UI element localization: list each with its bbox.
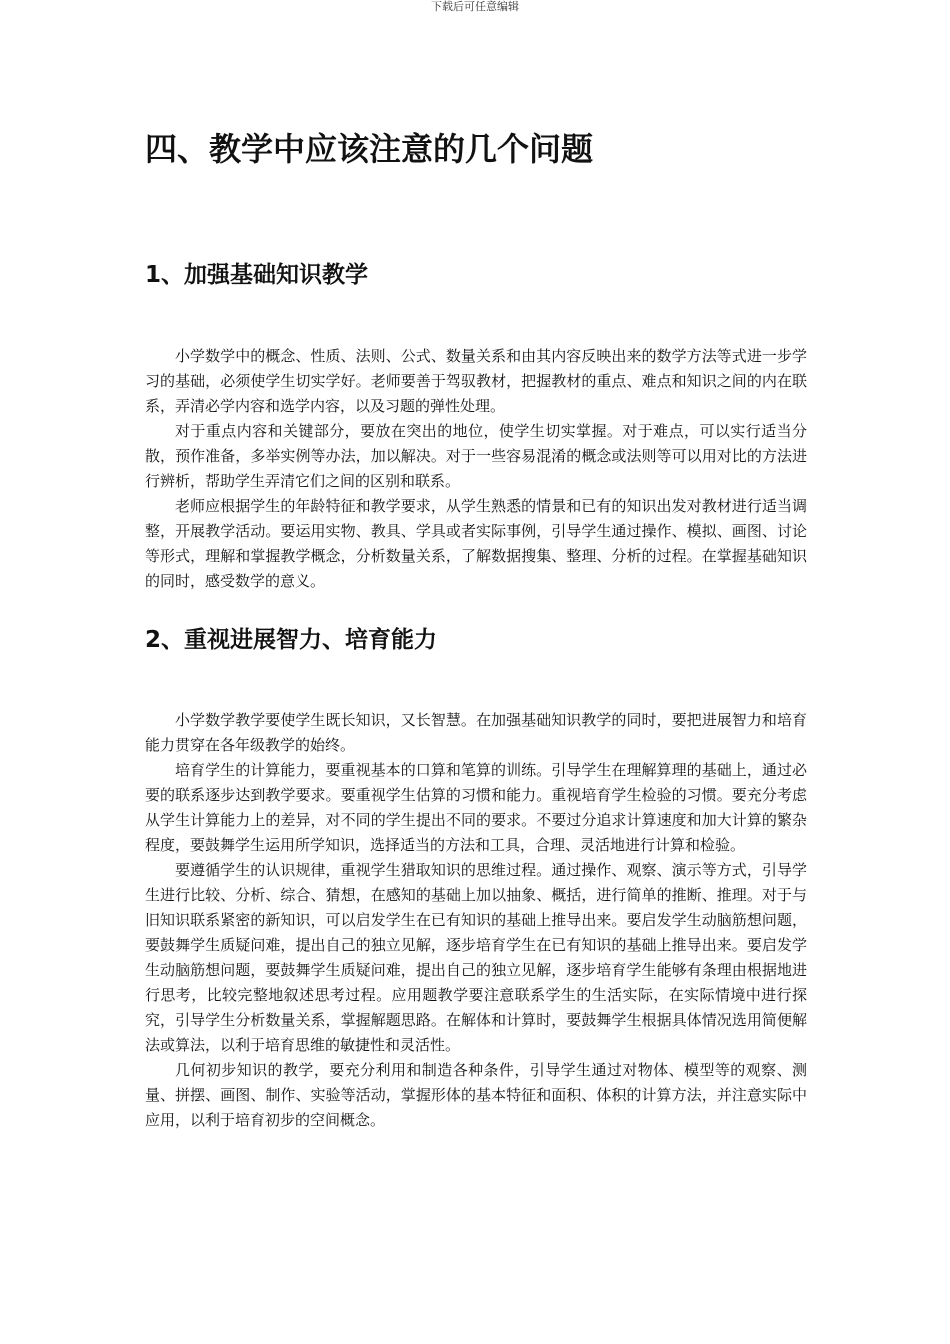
paragraph: 要遵循学生的认识规律，重视学生猎取知识的思维过程。通过操作、观察、演示等方式，引导学生进行比较、分析、综合、猜想，在感知的基础上加以抽象、概括，进行简单的推断、推理。对于与旧知识联系紧密的新知识，可以启发学生在已有知识的基础上推导出来。要启发学生动脑筋想问题，要鼓舞学生质疑问难，提出自己的独立见解，逐步培育学生在已有知识的基础上推导出来。要启发学生动脑筋想问题，要鼓舞学生质疑问难，提出自己的独立见解，逐步培育学生能够有条理由根据地进行思考，比较完整地叙述思考过程。应用题教学要注意联系学生的生活实际，在实际情境中进行探究，引导学生分析数量关系，掌握解题思路。在解体和计算时，要鼓舞学生根据具体情况选用简便解法或算法，以利于培育思维的敏捷性和灵活性。 (145, 861, 807, 1054)
paragraph: 老师应根据学生的年龄特征和教学要求，从学生熟悉的情景和已有的知识出发对教材进行适当调整，开展教学活动。要运用实物、教具、学具或者实际事例，引导学生通过操作、模拟、画图、讨论等形式，理解和掌握教学概念，分析数量关系，了解数据搜集、整理、分析的过程。在掌握基础知识的同时，感受数学的意义。 (145, 497, 807, 590)
section-body-basic-knowledge (145, 344, 807, 594)
paragraph: 培育学生的计算能力，要重视基本的口算和笔算的训练。引导学生在理解算理的基础上，通过必要的联系逐步达到教学要求。要重视学生估算的习惯和能力。重视培育学生检验的习惯。要充分考虑从学生计算能力上的差异，对不同的学生提出不同的要求。不要过分追求计算速度和加大计算的繁杂程度，要鼓舞学生运用所学知识，选择适当的方法和工具，合理、灵活地进行计算和检验。 (145, 761, 807, 854)
paragraph: 小学数学中的概念、性质、法则、公式、数量关系和由其内容反映出来的数学方法等式进一步学习的基础，必须使学生切实学好。老师要善于驾驭教材，把握教材的重点、难点和知识之间的内在联系，弄清必学内容和选学内容，以及习题的弹性处理。 (145, 347, 807, 415)
page-header-note: 下载后可任意编辑 (431, 0, 519, 13)
page-title: 四、教学中应该注意的几个问题 (145, 130, 594, 168)
paragraph: 对于重点内容和关键部分，要放在突出的地位，使学生切实掌握。对于难点，可以实行适当分散，预作准备，多举实例等办法，加以解决。对于一些容易混淆的概念或法则等可以用对比的方法进行辨析，帮助学生弄清它们之间的区别和联系。 (145, 422, 807, 490)
paragraph: 小学数学教学要使学生既长知识，又长智慧。在加强基础知识教学的同时，要把进展智力和培育能力贯穿在各年级教学的始终。 (145, 711, 807, 754)
section-heading-intelligence-ability: 2、重视进展智力、培育能力 (145, 627, 438, 653)
section-body-intelligence-ability (145, 708, 807, 1133)
paragraph: 几何初步知识的教学，要充分利用和制造各种条件，引导学生通过对物体、模型等的观察、测量、拼摆、画图、制作、实验等活动，掌握形体的基本特征和面积、体积的计算方法，并注意实际中应用，以利于培育初步的空间概念。 (145, 1061, 807, 1129)
section-heading-basic-knowledge: 1、加强基础知识教学 (145, 262, 369, 288)
